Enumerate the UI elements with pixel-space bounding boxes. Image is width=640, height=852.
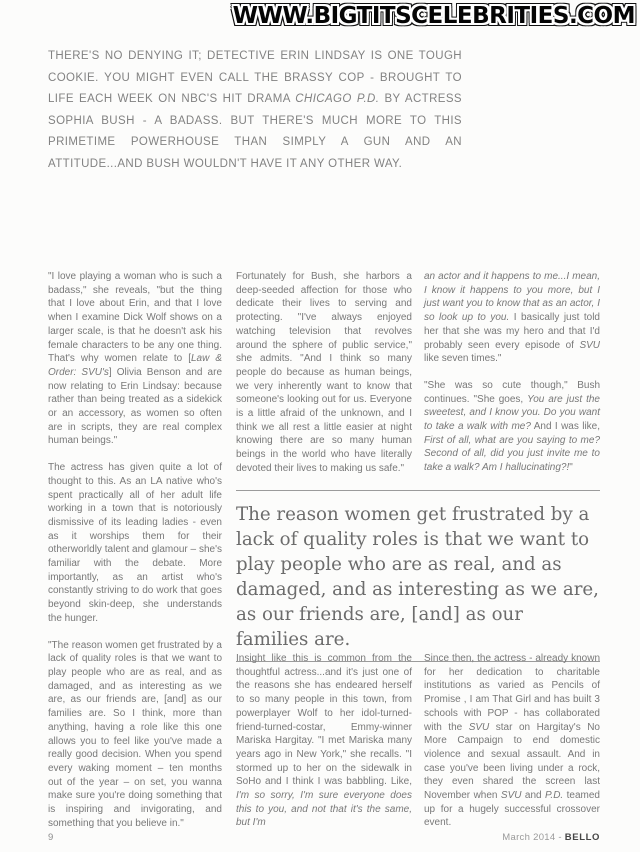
paragraph: Insight like this is common from the thoughtful actress...and it's just one of the reasons she has endeared herself to so many people in this town, from powerplayer Wolf to her idol-turned-friend-turned-costar, Emmy-winner Mariska Hargitay. "I met Mariska many years ago in New York," she recalls. "I stormed up to her on the sidewalk in SoHo and I think I was babbling. Like, I'm so sorry, I'm sure everyone does this to you, and not that it's the same, but I'm xyxy=(236,653,412,829)
paragraph: Fortunately for Bush, she harbors a deep-seeded affection for those who dedicate their lives to serving and protecting. "I've always enjoyed watching television that revolves around the sphere of public service," she admits. "And I think so many people do because as human beings, we very inherently want to know that someone's looking out for us. Everyone is a little afraid of the unknown, and I think we all rest a little easier at night knowing there are so many human beings in the world who have literally devoted their lives to making us safe." xyxy=(236,271,412,474)
paragraph: "She was so cute though," Bush continues. "She goes, You are just the sweetest, and I know you. Do you want to take a walk with me? And I was like, First of all, what are you saying to me? Second of all, did you just invite me to take a walk? Am I hallucinating?!" xyxy=(424,379,601,474)
issue-date: March 2014 - xyxy=(502,832,565,843)
body-column-2-lower xyxy=(236,652,412,843)
body-column-3-upper xyxy=(424,270,600,488)
paragraph: The actress has given quite a lot of thought to this. As an LA native who's spent practically all of her adult life working in a town that is notoriously dismissive of its leading ladies - even as it worships them for their otherworldly talent and glamour – she's familiar with the debate. More importantly, as an artist who's constantly striving to do work that goes beyond skin-deep, she understands the hunger. xyxy=(48,462,222,624)
footer-issue xyxy=(502,832,600,843)
magazine-name: BELLO xyxy=(564,832,600,843)
paragraph: "I love playing a woman who is such a badass," she reveals, "but the thing that I love about Erin, and that I love when I examine Dick Wolf shows on a larger scale, is that he doesn't ask his female characters to be any one thing. That's why women relate to [Law & Order: SVU's] Olivia Benson and are now relating to Erin Lindsay: because rather than being treated as a sidekick or an accessory, as women so often are in scripts, they are real complex human beings." xyxy=(48,271,223,447)
watermark-header: WWW.BIGTITSCELEBRITIES.COM xyxy=(232,3,635,29)
body-column-1 xyxy=(48,270,222,843)
pull-quote: The reason women get frustrated by a lack of quality roles is that we want to play people who are as real, and as damaged, and as interesting as we are, as our friends are, [and] as our families are. xyxy=(236,490,600,662)
paragraph: "The reason women get frustrated by a lack of quality roles is that we want to play people who are as real, and as damaged, and as interesting as we are, as our friends are, [and] as our families are. So I think, more than anything, having a role like this one allows you to feel like you've made a really good decision. When you spend every waking moment – ten months out of the year – on set, you wanna make sure you're doing something that is inspiring and invigorating, and something that you believe in." xyxy=(48,639,222,829)
page-number: 9 xyxy=(48,832,54,843)
body-column-3-lower xyxy=(424,652,600,843)
body-column-2-upper xyxy=(236,270,412,489)
paragraph: an actor and it happens to me...I mean, I know it happens to you more, but I just want you to know that as an actor, I so look up to you. I basically just told her that she was my hero and that I'd probably seen every episode of SVU like seven times." xyxy=(424,271,600,365)
paragraph: Since then, the actress - already known for her dedication to charitable institutions as varied as Pencils of Promise , I am That Girl and has built 3 schools with POP - has collaborated with the SVU star on Hargitay's No More Campaign to end domestic violence and sexual assault. And in case you've been living under a rock, they even shared the screen last November when SVU and P.D. teamed up for a hugely successful crossover event. xyxy=(424,653,600,829)
intro-deck: THERE'S NO DENYING IT; DETECTIVE ERIN LINDSAY IS ONE TOUGH COOKIE. YOU MIGHT EVEN CALL THE BRASSY COP - BROUGHT TO LIFE EACH WEEK ON NBC'S HIT DRAMA CHICAGO P.D. BY ACTRESS SOPHIA BUSH - A BADASS. BUT THERE'S MUCH MORE TO THIS PRIMETIME POWERHOUSE THAN SIMPLY A GUN AND AN ATTITUDE...AND BUSH WOULDN'T HAVE IT ANY OTHER WAY. xyxy=(48,50,462,170)
